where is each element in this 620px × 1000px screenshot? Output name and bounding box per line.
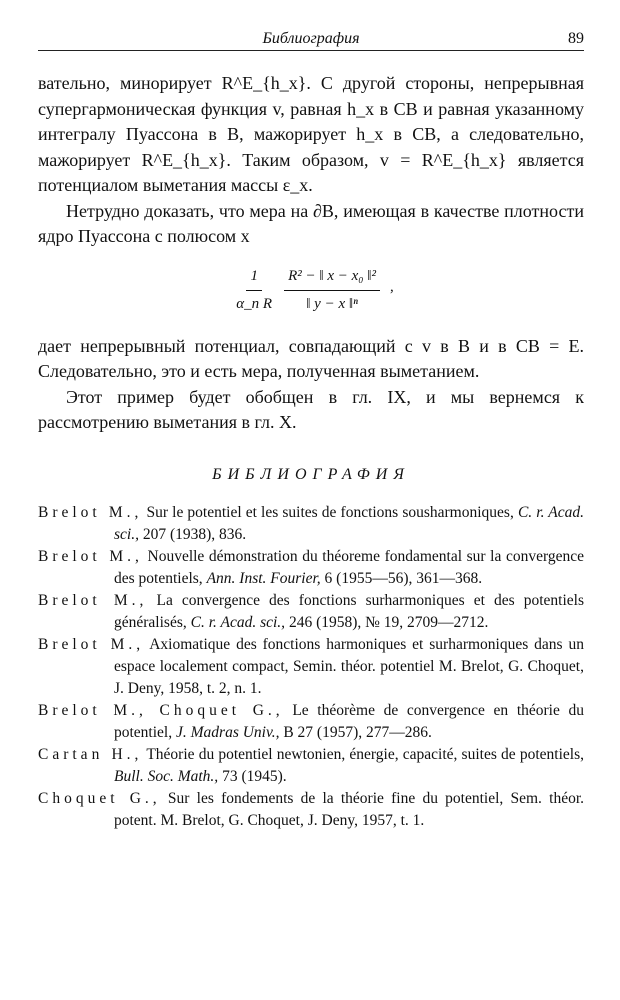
bib-text: Théorie du potentiel newtonien, énergie, capacité, suites de potentiels, [146,745,584,763]
formula-left-denominator: α_n R [236,296,273,312]
bib-details: 73 (1945). [222,767,287,785]
bib-text: Le théorème de convergence en théorie du potentiel, [114,701,584,741]
bib-journal: Ann. Inst. Fourier, [206,569,321,587]
page [38,28,584,832]
bib-entry [38,546,584,590]
page-number: 89 [568,30,584,47]
bib-entry [38,744,584,788]
paragraph-2: Нетрудно доказать, что мера на ∂B, имеющая в качестве плотности ядро Пуассона с полюсом x [38,200,584,246]
bibliography-title: БИБЛИОГРАФИЯ [212,465,410,483]
formula-trailing-comma: , [389,278,394,295]
poisson-kernel-formula [38,264,584,318]
bib-author: Choquet G., [38,789,161,807]
bib-entry [38,700,584,744]
paragraph-3: дает непрерывный потенциал, совпадающий с v в B и в CB = E. Следовательно, это и есть мера, полученная выметанием. [38,335,584,381]
bib-text: Nouvelle démonstration du théoreme fondamental sur la convergence des potentiels, [114,547,585,587]
bib-author: Cartan H., [38,745,143,763]
bib-journal: Bull. Soc. Math., [114,767,219,785]
bib-entry [38,788,584,832]
bibliography-list [38,502,584,832]
paragraph-4: Этот пример будет обобщен в гл. IX, и мы вернемся к рассмотрению выметания в гл. X. [38,386,584,432]
bib-text: Sur le potentiel et les suites de fonctions sousharmoniques, [146,503,514,521]
bib-author: Brelot M., Choquet G., [38,701,284,719]
running-header [38,28,584,51]
formula-fraction-right [284,264,380,318]
bib-details: 246 (1958), № 19, 2709—2712. [288,613,489,631]
paragraph-1: вательно, минорирует R^E_{h_x}. С другой стороны, непрерывная супергармоническая функция v, равная h_x в CB и равная указанному интегралу Пуассона в B, мажорирует h_x в CB, а следовательно, мажорирует R^E_{h_x}. Таким образом, v = R^E_{h_x} является потенциалом выметания массы ε_x. [38,73,584,195]
bib-entry [38,502,584,546]
formula-left-numerator: 1 [246,264,262,292]
bib-entry [38,590,584,634]
bib-author: Brelot M., [38,503,143,521]
bib-author: Brelot M., [38,547,143,565]
running-title: Библиография [262,30,360,47]
bib-text: Sur les fondements de la théorie fine du potentiel, Sem. théor. potent. M. Brelot, G. Choquet, J. Deny, 1957, t. 1. [114,789,585,829]
bib-author: Brelot M., [38,635,145,653]
bib-details: 207 (1938), 836. [142,525,247,543]
formula-fraction-left [232,264,276,318]
bib-details: 6 (1955—56), 361—368. [324,569,483,587]
bib-journal: J. Madras Univ., [176,723,280,741]
bib-text: La convergence des fonctions surharmoniques et des potentiels généralisés, [114,591,585,631]
formula-right-numerator: R² − ‖ x − x₀ ‖² [284,264,380,292]
bib-text: Axiomatique des fonctions harmoniques et surharmoniques dans un espace localement compact, Semin. théor. potentiel M. Brelot, G. Choquet, J. Deny, 1958, t. 2, n. 1. [114,635,584,697]
bib-author: Brelot M., [38,591,148,609]
bib-entry [38,634,584,700]
main-text [38,71,584,436]
bib-details: B 27 (1957), 277—286. [283,723,432,741]
bib-journal: C. r. Acad. sci., [190,613,286,631]
bib-journal: C. r. Acad. sci., [114,503,585,543]
formula-right-denominator: ‖ y − x ‖ⁿ [306,296,358,312]
